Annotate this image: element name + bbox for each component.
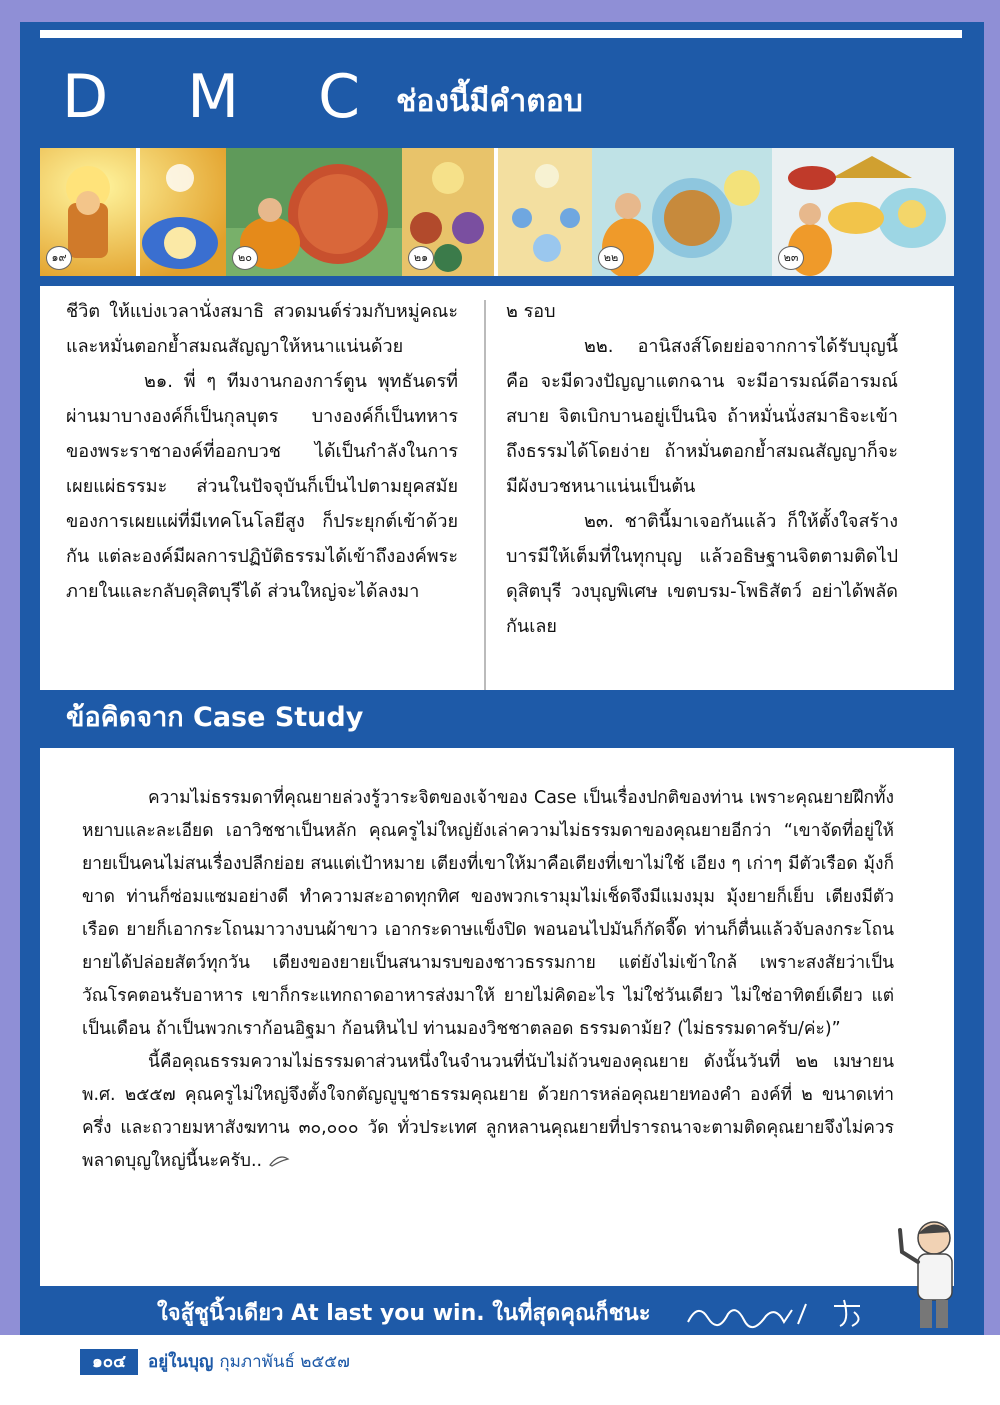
illustration-number: ๒๒ — [598, 246, 624, 270]
slogan-text: ใจสู้ชูนิ้วเดียว At last you win. ในที่สุดคุณก็ชนะ — [157, 1301, 651, 1326]
header — [62, 52, 583, 132]
case-study-paragraph-2 — [82, 1046, 894, 1178]
left-column — [66, 294, 458, 609]
item-22-paragraph: ๒๒. อานิสงส์โดยย่อจากการได้รับบุญนี้ คือ จะมีดวงปัญญาแตกฉาน จะมีอารมณ์ดีอารมณ์สบาย จิตเบิกบานอยู่เป็นนิจ ถ้าหมั่นนั่งสมาธิจะเข้าถึงธรรมได้โดยง่าย ถ้าหมั่นตอกย้ำสมณสัญญาก็จะมีผังบวชหนาแน่นเป็นต้น — [506, 336, 898, 497]
illustration-23 — [772, 148, 954, 276]
illustration-number: ๒๐ — [232, 246, 258, 270]
case-study-body — [82, 782, 894, 1178]
right-paragraph-continuation: ๒ รอบ — [506, 301, 556, 322]
issue-date: กุมภาพันธ์ ๒๕๕๗ — [219, 1352, 350, 1372]
signature-icon — [684, 1296, 874, 1332]
illustration-number: ๑๙ — [46, 246, 72, 270]
column-divider — [484, 300, 486, 690]
slogan-bar — [0, 1292, 1000, 1336]
magazine-info — [148, 1349, 350, 1375]
column-subtitle: ช่องนี้มีคำตอบ — [396, 84, 583, 119]
item-21-paragraph: ๒๑. พี่ ๆ ทีมงานกองการ์ตูน พุทธันดรที่ผ่านมาบางองค์ก็เป็นกุลบุตร บางองค์ก็เป็นทหารของพระราชาองค์ที่ออกบวช ได้เป็นกำลังในการเผยแผ่ธรรมะ ส่วนในปัจจุบันก็เป็นไปตามยุคสมัยของการเผยแผ่ที่มีเทคโนโลยีสูง ก็ประยุกต์เข้าด้วยกัน แต่ละองค์มีผลการปฏิบัติธรรมได้เข้าถึงองค์พระภายในและกลับดุสิตบุรีได้ ส่วนใหญ่จะได้ลงมา — [66, 371, 458, 602]
case-study-paragraph-2-text: นี้คือคุณธรรมความไม่ธรรมดาส่วนหนึ่งในจำนวนที่นับไม่ถ้วนของคุณยาย ดังนั้นวันที่ ๒๒ เมษายน พ.ศ. ๒๕๕๗ คุณครูไม่ใหญ่จึงตั้งใจกตัญญูบูชาธรรมคุณยาย ด้วยการหล่อคุณยายทองคำ องค์ที่ ๒ ขนาดเท่าครึ่ง และถวายมหาสังฆทาน ๓๐,๐๐๐ วัด ทั่วประเทศ ลูกหลานคุณยายที่ปรารถนาจะตามติดคุณยายจึงไม่ควรพลาดบุญใหญ่นี้นะครับ.. — [82, 1052, 894, 1171]
header-rule — [40, 30, 962, 38]
illustration-19 — [40, 148, 226, 276]
brand-title: D M C — [62, 62, 391, 132]
illustration-number: ๒๓ — [778, 246, 804, 270]
pen-icon — [268, 1155, 290, 1167]
illustration-number: ๒๑ — [408, 246, 434, 270]
left-paragraph-continuation: ชีวิต ให้แบ่งเวลานั่งสมาธิ สวดมนต์ร่วมกับหมู่คณะ และหมั่นตอกย้ำสมณสัญญาให้หนาแน่นด้วย — [66, 301, 458, 357]
illustration-21 — [402, 148, 592, 276]
decorative-border-right — [984, 0, 1000, 1335]
case-study-title: ข้อคิดจาก Case Study — [66, 702, 364, 733]
page-number: ๑๐๔ — [80, 1349, 138, 1375]
footer — [0, 1335, 1000, 1405]
decorative-border-left — [0, 0, 20, 1335]
decorative-border-top — [0, 0, 1000, 22]
magazine-name: อยู่ในบุญ — [148, 1352, 214, 1372]
case-study-banner — [40, 690, 954, 748]
illustration-strip — [40, 148, 954, 276]
illustration-22 — [592, 148, 772, 276]
right-column — [506, 294, 898, 644]
item-23-paragraph: ๒๓. ชาตินี้มาเจอกันแล้ว ก็ให้ตั้งใจสร้างบารมีให้เต็มที่ในทุกบุญ แล้วอธิษฐานจิตตามติดไปดุสิตบุรี วงบุญพิเศษ เขตบรม-โพธิสัตว์ อย่าได้พลัดกันเลย — [506, 511, 898, 637]
illustration-20 — [226, 148, 402, 276]
case-study-paragraph-1: ความไม่ธรรมดาที่คุณยายล่วงรู้วาระจิตของเจ้าของ Case เป็นเรื่องปกติของท่าน เพราะคุณยายฝึกทั้งหยาบและละเอียด เอาวิชชาเป็นหลัก คุณครูไม่ใหญ่ยังเล่าความไม่ธรรมดาของคุณยายอีกว่า “เขาจัดที่อยู่ให้ ยายเป็นคนไม่สนเรื่องปลีกย่อย สนแต่เป้าหมาย เตียงที่เขาให้มาคือเตียงที่เขาไม่ใช้ เอียง ๆ เก่าๆ มีตัวเรือด มุ้งก็ขาด ท่านก็ซ่อมแซมอย่างดี ทำความสะอาดทุกทิศ ของพวกเรามุมไม่เช็ดจึงมีแมงมุม มุ้งยายก็เย็บ เตียงมีตัวเรือด ยายก็เอากระโถนมาวางบนผ้าขาว เอากระดาษแข็งปิด พอนอนไปมันก็กัดจี๊ด ท่านก็ตื่นแล้วจับลงกระโถน ยายได้ปล่อยสัตว์ทุกวัน เตียงของยายเป็นสนามรบของชาวธรรมกาย แต่ยังไม่เข้าใกล้ เพราะสงสัยว่าเป็นวัณโรคตอนรับอาหาร เขาก็กระแทกถาดอาหารส่งมาให้ ยายไม่คิดอะไร ไม่ใช่วันเดียว ไม่ใช่อาทิตย์เดียว แต่เป็นเดือน ถ้าเป็นพวกเราก้อนอิฐมา ก้อนหินไป ท่านมองวิชชาตลอด ธรรมดาม้ย? (ไม่ธรรมดาครับ/ค่ะ)” — [82, 788, 894, 1039]
